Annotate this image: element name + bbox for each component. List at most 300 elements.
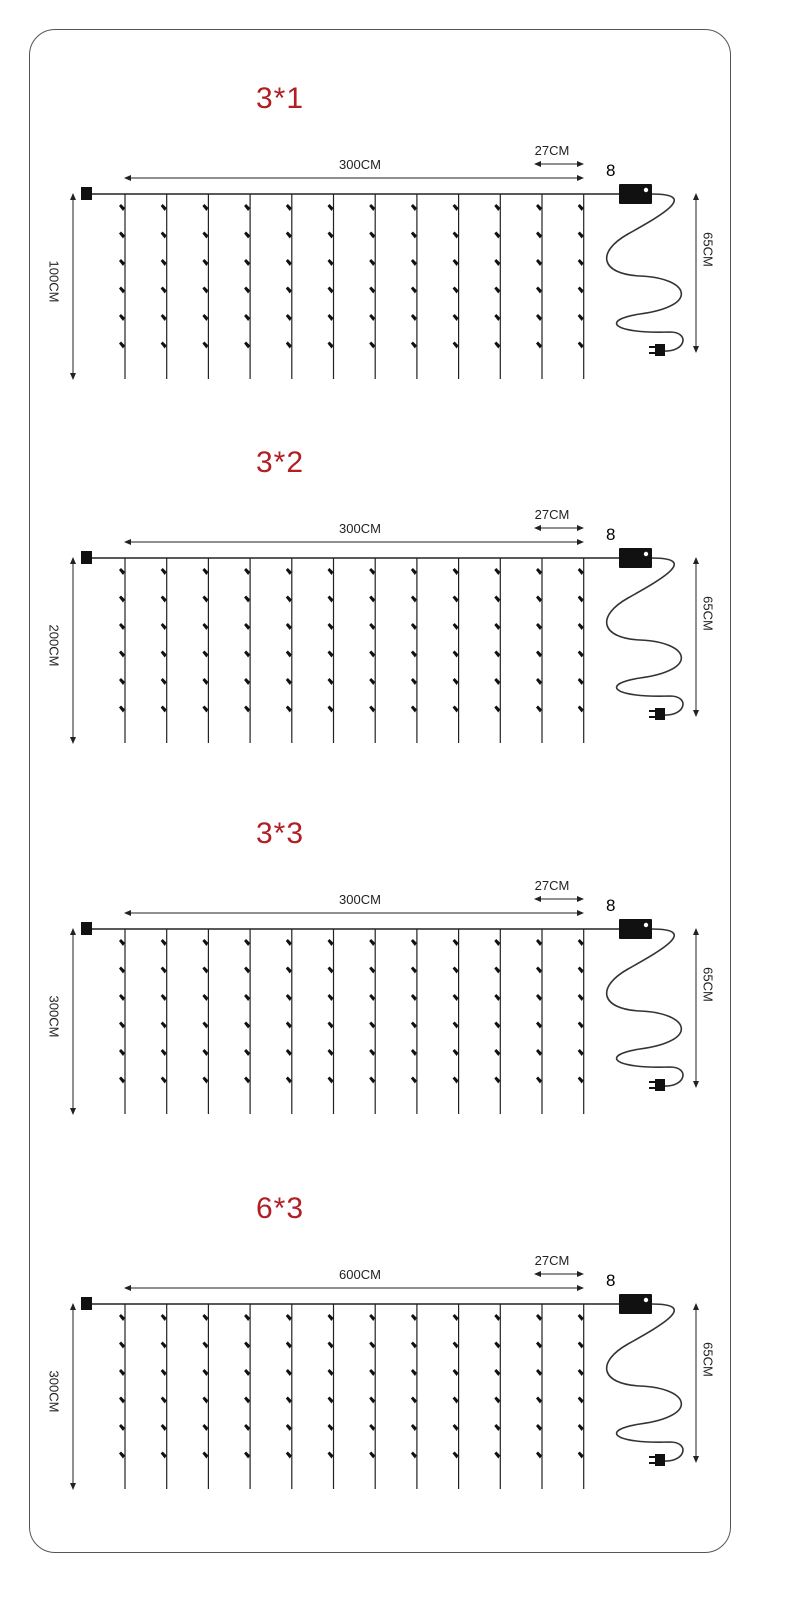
led-bulb [202, 678, 208, 685]
led-bulb [119, 678, 125, 685]
led-bulb [453, 623, 459, 630]
led-bulb [536, 1049, 542, 1056]
size-title: 3*3 [255, 817, 305, 850]
led-bulb [161, 623, 167, 630]
led-bulb [286, 678, 292, 685]
led-bulb [119, 1424, 125, 1431]
led-bulb [161, 939, 167, 946]
led-bulb [244, 204, 250, 211]
led-bulb [202, 1049, 208, 1056]
led-bulb [244, 314, 250, 321]
led-bulb [453, 568, 459, 575]
led-bulb [453, 967, 459, 974]
led-bulb [328, 1077, 334, 1084]
led-bulb [369, 994, 375, 1001]
spacing-label: 27CM [534, 878, 570, 893]
led-bulb [328, 204, 334, 211]
led-bulb [411, 314, 417, 321]
led-bulb [494, 287, 500, 294]
led-bulb [202, 967, 208, 974]
led-bulb [453, 342, 459, 349]
arrow-head [693, 1081, 699, 1088]
arrow-head [124, 175, 131, 181]
led-bulb [328, 1342, 334, 1349]
led-bulb [578, 967, 584, 974]
led-bulb [119, 342, 125, 349]
led-bulb [536, 1452, 542, 1459]
led-bulb [411, 967, 417, 974]
led-bulb [536, 678, 542, 685]
led-bulb [369, 1314, 375, 1321]
led-bulb [161, 967, 167, 974]
led-bulb [119, 1077, 125, 1084]
led-bulb [494, 232, 500, 239]
arrow-head [577, 910, 584, 916]
led-bulb [244, 1049, 250, 1056]
end-cap [81, 922, 92, 935]
led-bulb [453, 287, 459, 294]
arrow-head [693, 1303, 699, 1310]
led-bulb [494, 994, 500, 1001]
led-bulb [244, 939, 250, 946]
led-bulb [494, 596, 500, 603]
led-bulb [119, 623, 125, 630]
led-bulb [494, 678, 500, 685]
cable-length-label: 65CM [700, 232, 716, 267]
led-bulb [286, 232, 292, 239]
led-bulb [244, 994, 250, 1001]
led-bulb [328, 1397, 334, 1404]
led-bulb [453, 1049, 459, 1056]
led-bulb [244, 1397, 250, 1404]
led-bulb [494, 1314, 500, 1321]
led-bulb [202, 568, 208, 575]
led-bulb [578, 1369, 584, 1376]
led-bulb [328, 1369, 334, 1376]
led-bulb [244, 1369, 250, 1376]
led-bulb [411, 1342, 417, 1349]
led-bulb [411, 1049, 417, 1056]
spacing-label: 27CM [534, 143, 570, 158]
led-bulb [119, 204, 125, 211]
led-bulb [286, 1424, 292, 1431]
led-bulb [369, 651, 375, 658]
end-cap [81, 1297, 92, 1310]
led-bulb [244, 568, 250, 575]
led-bulb [328, 1049, 334, 1056]
led-bulb [536, 287, 542, 294]
arrow-head [70, 557, 76, 564]
led-bulb [411, 204, 417, 211]
height-label: 300CM [46, 995, 62, 1038]
led-bulb [202, 1397, 208, 1404]
arrow-head [577, 1285, 584, 1291]
led-bulb [494, 1369, 500, 1376]
led-bulb [578, 568, 584, 575]
led-bulb [328, 994, 334, 1001]
led-bulb [494, 1452, 500, 1459]
led-bulb [161, 678, 167, 685]
led-bulb [411, 1424, 417, 1431]
arrow-head [70, 373, 76, 380]
led-bulb [536, 1369, 542, 1376]
led-bulb [453, 1369, 459, 1376]
led-bulb [202, 1342, 208, 1349]
curtain-light-drawing [0, 795, 790, 1175]
curtain-light-drawing [0, 1170, 790, 1550]
led-bulb [536, 623, 542, 630]
led-bulb [411, 1077, 417, 1084]
led-bulb [369, 1424, 375, 1431]
led-bulb [411, 1022, 417, 1029]
led-bulb [369, 232, 375, 239]
led-bulb [578, 596, 584, 603]
led-bulb [161, 706, 167, 713]
led-bulb [244, 678, 250, 685]
led-bulb [536, 259, 542, 266]
led-bulb [161, 994, 167, 1001]
led-bulb [494, 204, 500, 211]
led-bulb [578, 1077, 584, 1084]
led-bulb [202, 1452, 208, 1459]
led-bulb [286, 342, 292, 349]
plug [655, 1079, 665, 1091]
led-bulb [286, 994, 292, 1001]
led-bulb [161, 287, 167, 294]
led-bulb [202, 623, 208, 630]
led-bulb [202, 651, 208, 658]
led-bulb [244, 967, 250, 974]
led-bulb [578, 623, 584, 630]
led-bulb [244, 1424, 250, 1431]
size-title: 3*2 [255, 446, 305, 479]
led-bulb [244, 1314, 250, 1321]
led-bulb [119, 706, 125, 713]
led-bulb [161, 596, 167, 603]
led-bulb [453, 259, 459, 266]
controller-button [644, 1298, 648, 1302]
led-bulb [578, 678, 584, 685]
led-bulb [411, 678, 417, 685]
led-bulb [536, 706, 542, 713]
led-bulb [119, 1049, 125, 1056]
mode-count-label: 8 [606, 161, 616, 180]
controller-button [644, 923, 648, 927]
plug [655, 708, 665, 720]
led-bulb [328, 342, 334, 349]
led-bulb [328, 1022, 334, 1029]
curtain-diagram-3x2 [0, 424, 790, 804]
led-bulb [411, 651, 417, 658]
arrow-head [534, 896, 541, 902]
led-bulb [578, 1342, 584, 1349]
led-bulb [202, 706, 208, 713]
led-bulb [244, 1022, 250, 1029]
led-bulb [494, 1424, 500, 1431]
spacing-label: 27CM [534, 1253, 570, 1268]
led-bulb [244, 706, 250, 713]
power-cable [607, 1304, 683, 1461]
led-bulb [244, 1077, 250, 1084]
led-bulb [286, 1369, 292, 1376]
led-bulb [494, 342, 500, 349]
arrow-head [70, 1303, 76, 1310]
controller-box [619, 184, 652, 204]
arrow-head [693, 193, 699, 200]
arrow-head [70, 737, 76, 744]
led-bulb [494, 706, 500, 713]
led-bulb [411, 287, 417, 294]
led-bulb [244, 1452, 250, 1459]
arrow-head [577, 1271, 584, 1277]
led-bulb [244, 259, 250, 266]
led-bulb [369, 1369, 375, 1376]
controller-box [619, 919, 652, 939]
led-bulb [369, 939, 375, 946]
led-bulb [161, 1452, 167, 1459]
led-bulb [411, 1369, 417, 1376]
led-bulb [202, 1369, 208, 1376]
arrow-head [124, 539, 131, 545]
cable-length-label: 65CM [700, 967, 716, 1002]
led-bulb [244, 342, 250, 349]
led-bulb [536, 967, 542, 974]
led-bulb [328, 314, 334, 321]
curtain-diagram-6x3 [0, 1170, 790, 1550]
led-bulb [161, 1049, 167, 1056]
led-bulb [453, 678, 459, 685]
led-bulb [494, 651, 500, 658]
arrow-head [534, 525, 541, 531]
power-cable [607, 558, 683, 715]
led-bulb [202, 259, 208, 266]
led-bulb [119, 287, 125, 294]
arrow-head [577, 539, 584, 545]
led-bulb [453, 314, 459, 321]
led-bulb [328, 1424, 334, 1431]
led-bulb [369, 967, 375, 974]
led-bulb [119, 1022, 125, 1029]
led-bulb [536, 994, 542, 1001]
led-bulb [578, 706, 584, 713]
led-bulb [286, 706, 292, 713]
led-bulb [578, 259, 584, 266]
led-bulb [202, 1077, 208, 1084]
led-bulb [286, 1342, 292, 1349]
width-label: 600CM [339, 1267, 381, 1282]
led-bulb [453, 1022, 459, 1029]
led-bulb [202, 314, 208, 321]
led-bulb [578, 994, 584, 1001]
led-bulb [244, 1342, 250, 1349]
arrow-head [577, 896, 584, 902]
led-bulb [536, 204, 542, 211]
led-bulb [328, 568, 334, 575]
led-bulb [244, 287, 250, 294]
led-bulb [161, 651, 167, 658]
led-bulb [202, 1314, 208, 1321]
led-bulb [161, 1424, 167, 1431]
arrow-head [70, 1483, 76, 1490]
controller-button [644, 188, 648, 192]
led-bulb [453, 1342, 459, 1349]
led-bulb [161, 342, 167, 349]
led-bulb [536, 342, 542, 349]
led-bulb [119, 259, 125, 266]
led-bulb [202, 939, 208, 946]
width-label: 300CM [339, 157, 381, 172]
led-bulb [536, 939, 542, 946]
led-bulb [244, 623, 250, 630]
led-bulb [202, 1424, 208, 1431]
led-bulb [202, 204, 208, 211]
led-bulb [202, 1022, 208, 1029]
led-bulb [536, 232, 542, 239]
led-bulb [369, 1049, 375, 1056]
led-bulb [494, 259, 500, 266]
led-bulb [286, 967, 292, 974]
led-bulb [328, 706, 334, 713]
led-bulb [244, 651, 250, 658]
led-bulb [536, 1342, 542, 1349]
led-bulb [369, 1452, 375, 1459]
led-bulb [411, 994, 417, 1001]
led-bulb [494, 1049, 500, 1056]
led-bulb [494, 314, 500, 321]
led-bulb [453, 596, 459, 603]
led-bulb [161, 232, 167, 239]
led-bulb [578, 342, 584, 349]
led-bulb [202, 994, 208, 1001]
led-bulb [578, 287, 584, 294]
led-bulb [453, 1314, 459, 1321]
led-bulb [369, 596, 375, 603]
spacing-label: 27CM [534, 507, 570, 522]
led-bulb [578, 1314, 584, 1321]
led-bulb [536, 568, 542, 575]
led-bulb [328, 287, 334, 294]
led-bulb [411, 342, 417, 349]
led-bulb [494, 623, 500, 630]
led-bulb [536, 1022, 542, 1029]
led-bulb [286, 1022, 292, 1029]
led-bulb [161, 1022, 167, 1029]
led-bulb [369, 1397, 375, 1404]
led-bulb [119, 1314, 125, 1321]
led-bulb [328, 1452, 334, 1459]
plug [655, 1454, 665, 1466]
led-bulb [244, 596, 250, 603]
power-cable [607, 194, 683, 351]
mode-count-label: 8 [606, 1271, 616, 1290]
led-bulb [119, 651, 125, 658]
led-bulb [328, 1314, 334, 1321]
led-bulb [536, 1314, 542, 1321]
led-bulb [536, 651, 542, 658]
arrow-head [693, 928, 699, 935]
led-bulb [536, 1077, 542, 1084]
led-bulb [119, 939, 125, 946]
led-bulb [453, 939, 459, 946]
plug [655, 344, 665, 356]
led-bulb [369, 204, 375, 211]
led-bulb [119, 232, 125, 239]
led-bulb [453, 204, 459, 211]
curtain-light-drawing [0, 60, 790, 440]
led-bulb [453, 1424, 459, 1431]
led-bulb [578, 204, 584, 211]
width-label: 300CM [339, 892, 381, 907]
led-bulb [536, 314, 542, 321]
led-bulb [578, 1049, 584, 1056]
controller-box [619, 1294, 652, 1314]
led-bulb [202, 342, 208, 349]
led-bulb [119, 1342, 125, 1349]
led-bulb [119, 1369, 125, 1376]
led-bulb [119, 314, 125, 321]
led-bulb [286, 1314, 292, 1321]
led-bulb [369, 259, 375, 266]
led-bulb [578, 1397, 584, 1404]
arrow-head [693, 710, 699, 717]
arrow-head [577, 161, 584, 167]
led-bulb [369, 1342, 375, 1349]
led-bulb [244, 232, 250, 239]
size-title: 6*3 [255, 1192, 305, 1225]
led-bulb [369, 623, 375, 630]
arrow-head [534, 161, 541, 167]
led-bulb [161, 314, 167, 321]
led-bulb [119, 1452, 125, 1459]
led-bulb [286, 939, 292, 946]
led-bulb [369, 314, 375, 321]
curtain-diagram-3x3 [0, 795, 790, 1175]
led-bulb [286, 1077, 292, 1084]
led-bulb [161, 259, 167, 266]
led-bulb [411, 568, 417, 575]
led-bulb [369, 706, 375, 713]
led-bulb [286, 568, 292, 575]
led-bulb [411, 706, 417, 713]
led-bulb [161, 568, 167, 575]
led-bulb [328, 967, 334, 974]
end-cap [81, 187, 92, 200]
led-bulb [328, 939, 334, 946]
led-bulb [161, 1314, 167, 1321]
curtain-diagram-3x1 [0, 60, 790, 440]
led-bulb [453, 994, 459, 1001]
led-bulb [286, 204, 292, 211]
led-bulb [328, 232, 334, 239]
led-bulb [202, 596, 208, 603]
arrow-head [534, 1271, 541, 1277]
led-bulb [578, 1452, 584, 1459]
led-bulb [494, 967, 500, 974]
led-bulb [286, 1049, 292, 1056]
led-bulb [411, 623, 417, 630]
led-bulb [536, 1424, 542, 1431]
led-bulb [119, 994, 125, 1001]
led-bulb [328, 259, 334, 266]
arrow-head [577, 525, 584, 531]
arrow-head [124, 910, 131, 916]
led-bulb [119, 967, 125, 974]
led-bulb [453, 706, 459, 713]
arrow-head [577, 175, 584, 181]
led-bulb [578, 651, 584, 658]
curtain-light-drawing [0, 424, 790, 804]
led-bulb [286, 1397, 292, 1404]
